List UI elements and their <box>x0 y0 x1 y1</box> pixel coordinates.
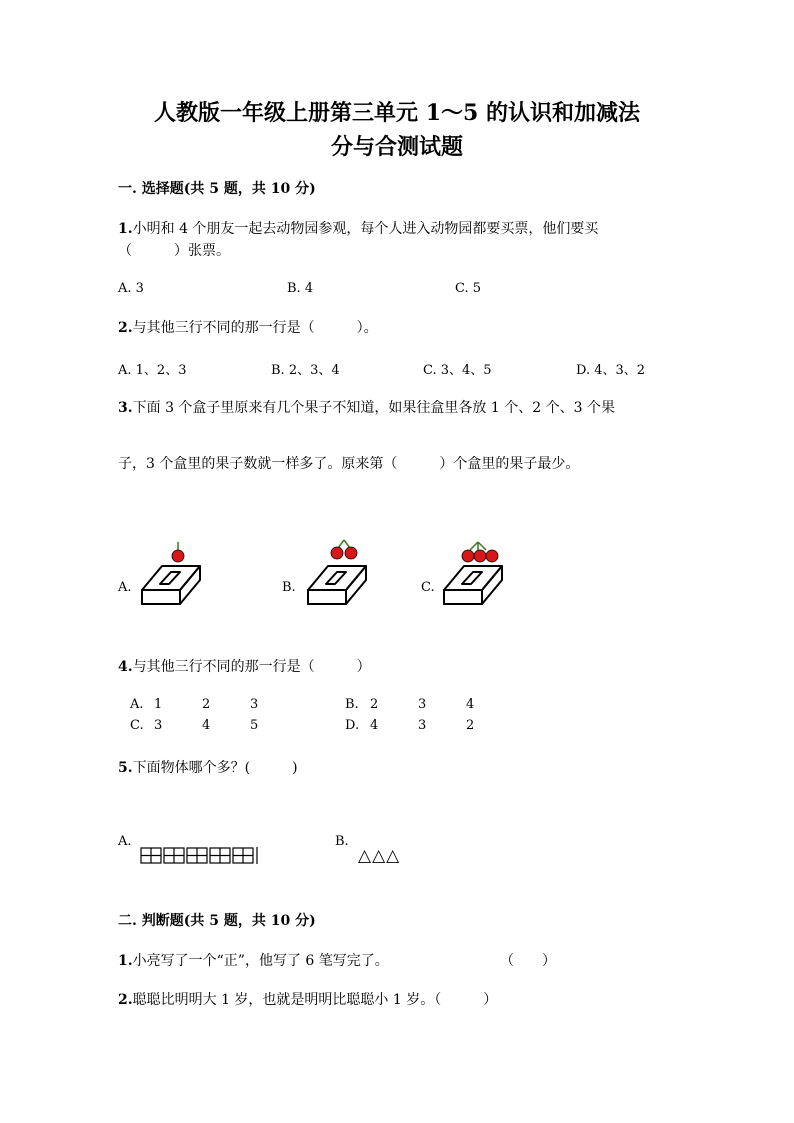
question-text: 小亮写了一个“正”，他写了 6 笔写完了。 <box>132 953 389 969</box>
judgement-1 <box>118 950 389 970</box>
judgement-2 <box>118 989 497 1009</box>
question-1 <box>118 218 598 238</box>
option-d: D. 4、3、2 <box>576 363 646 378</box>
question-number: 3. <box>118 400 133 416</box>
option-b: B. 4 <box>287 281 314 296</box>
option-a-value: 3 <box>250 697 259 712</box>
option-c: C. <box>421 580 435 595</box>
question-number: 1. <box>118 221 133 237</box>
option-c-value: 4 <box>202 718 211 733</box>
page-title: 人教版一年级上册第三单元 1～5 的认识和加减法 <box>154 100 640 126</box>
question-text: 聪聪比明明大 1 岁，也就是明明比聪聪小 1 岁。（ ） <box>132 992 498 1008</box>
option-d-value: 4 <box>370 718 379 733</box>
box-with-3-cherries-icon <box>440 538 510 610</box>
question-text: 与其他三行不同的那一行是（ ）。 <box>132 320 378 336</box>
question-5 <box>118 757 298 777</box>
option-c: C. 3、4、5 <box>423 363 492 378</box>
option-b: B. <box>282 580 296 595</box>
question-number: 2. <box>118 992 133 1008</box>
option-c: C. 5 <box>455 281 482 296</box>
option-b: B. 2、3、4 <box>271 363 340 378</box>
question-number: 4. <box>118 659 133 675</box>
option-a: A. <box>118 834 132 849</box>
box-with-1-cherry-icon <box>138 538 208 610</box>
option-b-value: 3 <box>418 697 427 712</box>
option-a-value: 2 <box>202 697 211 712</box>
option-a-value: 1 <box>154 697 163 712</box>
option-c-value: 5 <box>250 718 259 733</box>
question-text: 下面物体哪个多？( ) <box>132 760 298 776</box>
answer-blank: （ ） <box>500 953 556 969</box>
box-with-2-cherries-icon <box>304 536 374 610</box>
option-c-letter: C. <box>130 718 144 733</box>
page-subtitle: 分与合测试题 <box>330 134 463 160</box>
option-b-letter: B. <box>345 697 359 712</box>
question-number: 1. <box>118 953 133 969</box>
question-text: 与其他三行不同的那一行是（ ） <box>132 659 371 675</box>
question-4 <box>118 656 371 676</box>
option-b: B. <box>335 834 349 849</box>
section-heading-choice: 一. 选择题(共 5 题，共 10 分) <box>118 181 316 197</box>
question-number: 2. <box>118 320 133 336</box>
question-3-line2: 子，3 个盒里的果子数就一样多了。原来第（ ）个盒里的果子最少。 <box>118 456 580 472</box>
option-a: A. 1、2、3 <box>118 363 187 378</box>
option-b-value: 2 <box>370 697 379 712</box>
option-c-value: 3 <box>154 718 163 733</box>
triangles-icon: △△△ <box>358 846 401 866</box>
question-2 <box>118 317 378 337</box>
question-text: 下面 3 个盒子里原来有几个果子不知道，如果往盒里各放 1 个、2 个、3 个果 <box>132 400 615 416</box>
option-b-value: 4 <box>466 697 475 712</box>
option-a-letter: A. <box>130 697 144 712</box>
option-d-value: 2 <box>466 718 475 733</box>
option-d-letter: D. <box>345 718 360 733</box>
tally-shapes-icon <box>140 847 260 865</box>
question-number: 5. <box>118 760 133 776</box>
question-3 <box>118 397 615 417</box>
option-a: A. <box>118 580 132 595</box>
option-d-value: 3 <box>418 718 427 733</box>
question-text: 小明和 4 个朋友一起去动物园参观，每个人进入动物园都要买票，他们要买 <box>132 221 599 237</box>
section-heading-judgement: 二. 判断题(共 5 题，共 10 分) <box>118 913 316 929</box>
option-a: A. 3 <box>118 281 144 296</box>
question-1-line2: （ ）张票。 <box>118 243 230 259</box>
